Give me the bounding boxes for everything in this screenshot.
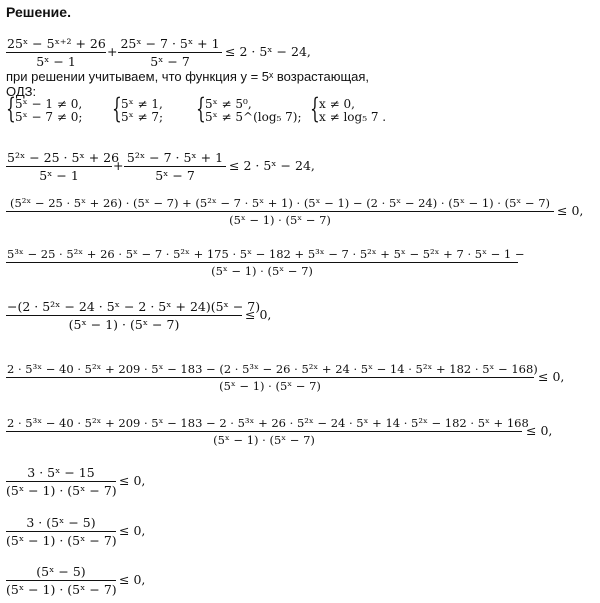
- denominator: 5ˣ − 1: [6, 52, 106, 69]
- numerator: 25ˣ − 7 · 5ˣ + 1: [120, 36, 220, 51]
- right-hand-side: ≤ 0,: [245, 307, 272, 322]
- numerator: 5²ˣ − 7 · 5ˣ + 1: [126, 150, 224, 165]
- fraction: [6, 564, 116, 597]
- plus-sign: +: [113, 158, 124, 173]
- fraction: [6, 416, 529, 447]
- numerator: 5³ˣ − 25 · 5²ˣ + 26 · 5ˣ − 7 · 5²ˣ + 175 · 5ˣ − 182 + 5³ˣ − 7 · 5²ˣ + 5ˣ − 5²ˣ + 7 · 5ˣ − 1 −: [7, 247, 525, 261]
- note-text: при решении учитываем, что функция y = 5ˣ возрастающая,: [6, 69, 370, 84]
- right-hand-side: ≤ 2 · 5ˣ − 24,: [225, 44, 311, 59]
- brace-icon: {: [6, 92, 16, 125]
- brace-icon: {: [310, 92, 320, 125]
- right-hand-side: ≤ 2 · 5ˣ − 24,: [229, 158, 315, 173]
- numerator: 3 · 5ˣ − 15: [27, 465, 95, 480]
- numerator: 25ˣ − 5ˣ⁺² + 26: [7, 36, 106, 51]
- brace-icon: {: [112, 92, 122, 125]
- numerator: 2 · 5³ˣ − 40 · 5²ˣ + 209 · 5ˣ − 183 − 2 · 5³ˣ + 26 · 5²ˣ − 24 · 5ˣ + 14 · 5²ˣ − 182 · 5ˣ + 168: [7, 416, 529, 430]
- odz-system-3: [196, 92, 302, 125]
- numerator: (5ˣ − 5): [36, 564, 86, 579]
- fraction: [6, 299, 261, 332]
- denominator: 5ˣ − 1: [6, 166, 112, 183]
- condition: x ≠ log₅ 7 .: [319, 110, 387, 124]
- fraction: [6, 515, 116, 548]
- odz-system-4: [310, 92, 387, 125]
- condition: x ≠ 0,: [319, 97, 355, 111]
- numerator: −(2 · 5²ˣ − 24 · 5ˣ − 2 · 5ˣ + 24)(5ˣ − 7): [7, 299, 261, 314]
- denominator: (5ˣ − 1) · (5ˣ − 7): [6, 483, 117, 498]
- odz-system-1: [6, 92, 83, 125]
- condition: 5ˣ − 7 ≠ 0;: [15, 110, 83, 124]
- fraction: [118, 36, 222, 69]
- right-hand-side: ≤ 0,: [119, 572, 146, 587]
- right-hand-side: ≤ 0,: [119, 523, 146, 538]
- numerator: 3 · (5ˣ − 5): [26, 515, 96, 530]
- denominator: (5ˣ − 1) · (5ˣ − 7): [6, 582, 117, 597]
- numerator: 2 · 5³ˣ − 40 · 5²ˣ + 209 · 5ˣ − 183 − (2 · 5³ˣ − 26 · 5²ˣ + 24 · 5ˣ − 14 · 5²ˣ + 182 · 5ˣ − 168): [7, 362, 538, 376]
- denominator: (5ˣ − 1) · (5ˣ − 7): [6, 533, 117, 548]
- fraction: [124, 150, 226, 183]
- denominator: (5ˣ − 1) · (5ˣ − 7): [6, 211, 554, 227]
- fraction: [6, 196, 554, 227]
- odz-system-2: [112, 92, 164, 125]
- denominator: (5ˣ − 1) · (5ˣ − 7): [6, 431, 522, 447]
- condition: 5ˣ ≠ 7;: [121, 110, 164, 124]
- condition: 5ˣ ≠ 1,: [121, 97, 163, 111]
- fraction: [6, 247, 525, 278]
- plus-sign: +: [107, 44, 118, 59]
- fraction: [6, 36, 106, 69]
- fraction: [6, 465, 116, 498]
- condition: 5ˣ − 1 ≠ 0,: [15, 97, 83, 111]
- numerator: (5²ˣ − 25 · 5ˣ + 26) · (5ˣ − 7) + (5²ˣ − 7 · 5ˣ + 1) · (5ˣ − 1) − (2 · 5ˣ − 24) · (5ˣ − 1) · (5ˣ − 7): [9, 196, 551, 210]
- denominator: (5ˣ − 1) · (5ˣ − 7): [6, 262, 518, 278]
- right-hand-side: ≤ 0,: [119, 473, 146, 488]
- fraction: [6, 362, 538, 393]
- numerator: 5²ˣ − 25 · 5ˣ + 26: [7, 150, 120, 165]
- denominator: (5ˣ − 1) · (5ˣ − 7): [6, 377, 534, 393]
- right-hand-side: ≤ 0,: [557, 203, 584, 218]
- condition: 5ˣ ≠ 5^(log₅ 7);: [205, 110, 302, 124]
- denominator: 5ˣ − 7: [124, 166, 226, 183]
- right-hand-side: ≤ 0,: [538, 369, 565, 384]
- odz-label: ОДЗ:: [6, 84, 37, 99]
- brace-icon: {: [196, 92, 206, 125]
- condition: 5ˣ ≠ 5⁰,: [205, 97, 252, 111]
- page-title: Решение.: [6, 4, 71, 20]
- denominator: (5ˣ − 1) · (5ˣ − 7): [6, 315, 242, 332]
- fraction: [6, 150, 120, 183]
- right-hand-side: ≤ 0,: [526, 423, 553, 438]
- denominator: 5ˣ − 7: [118, 52, 222, 69]
